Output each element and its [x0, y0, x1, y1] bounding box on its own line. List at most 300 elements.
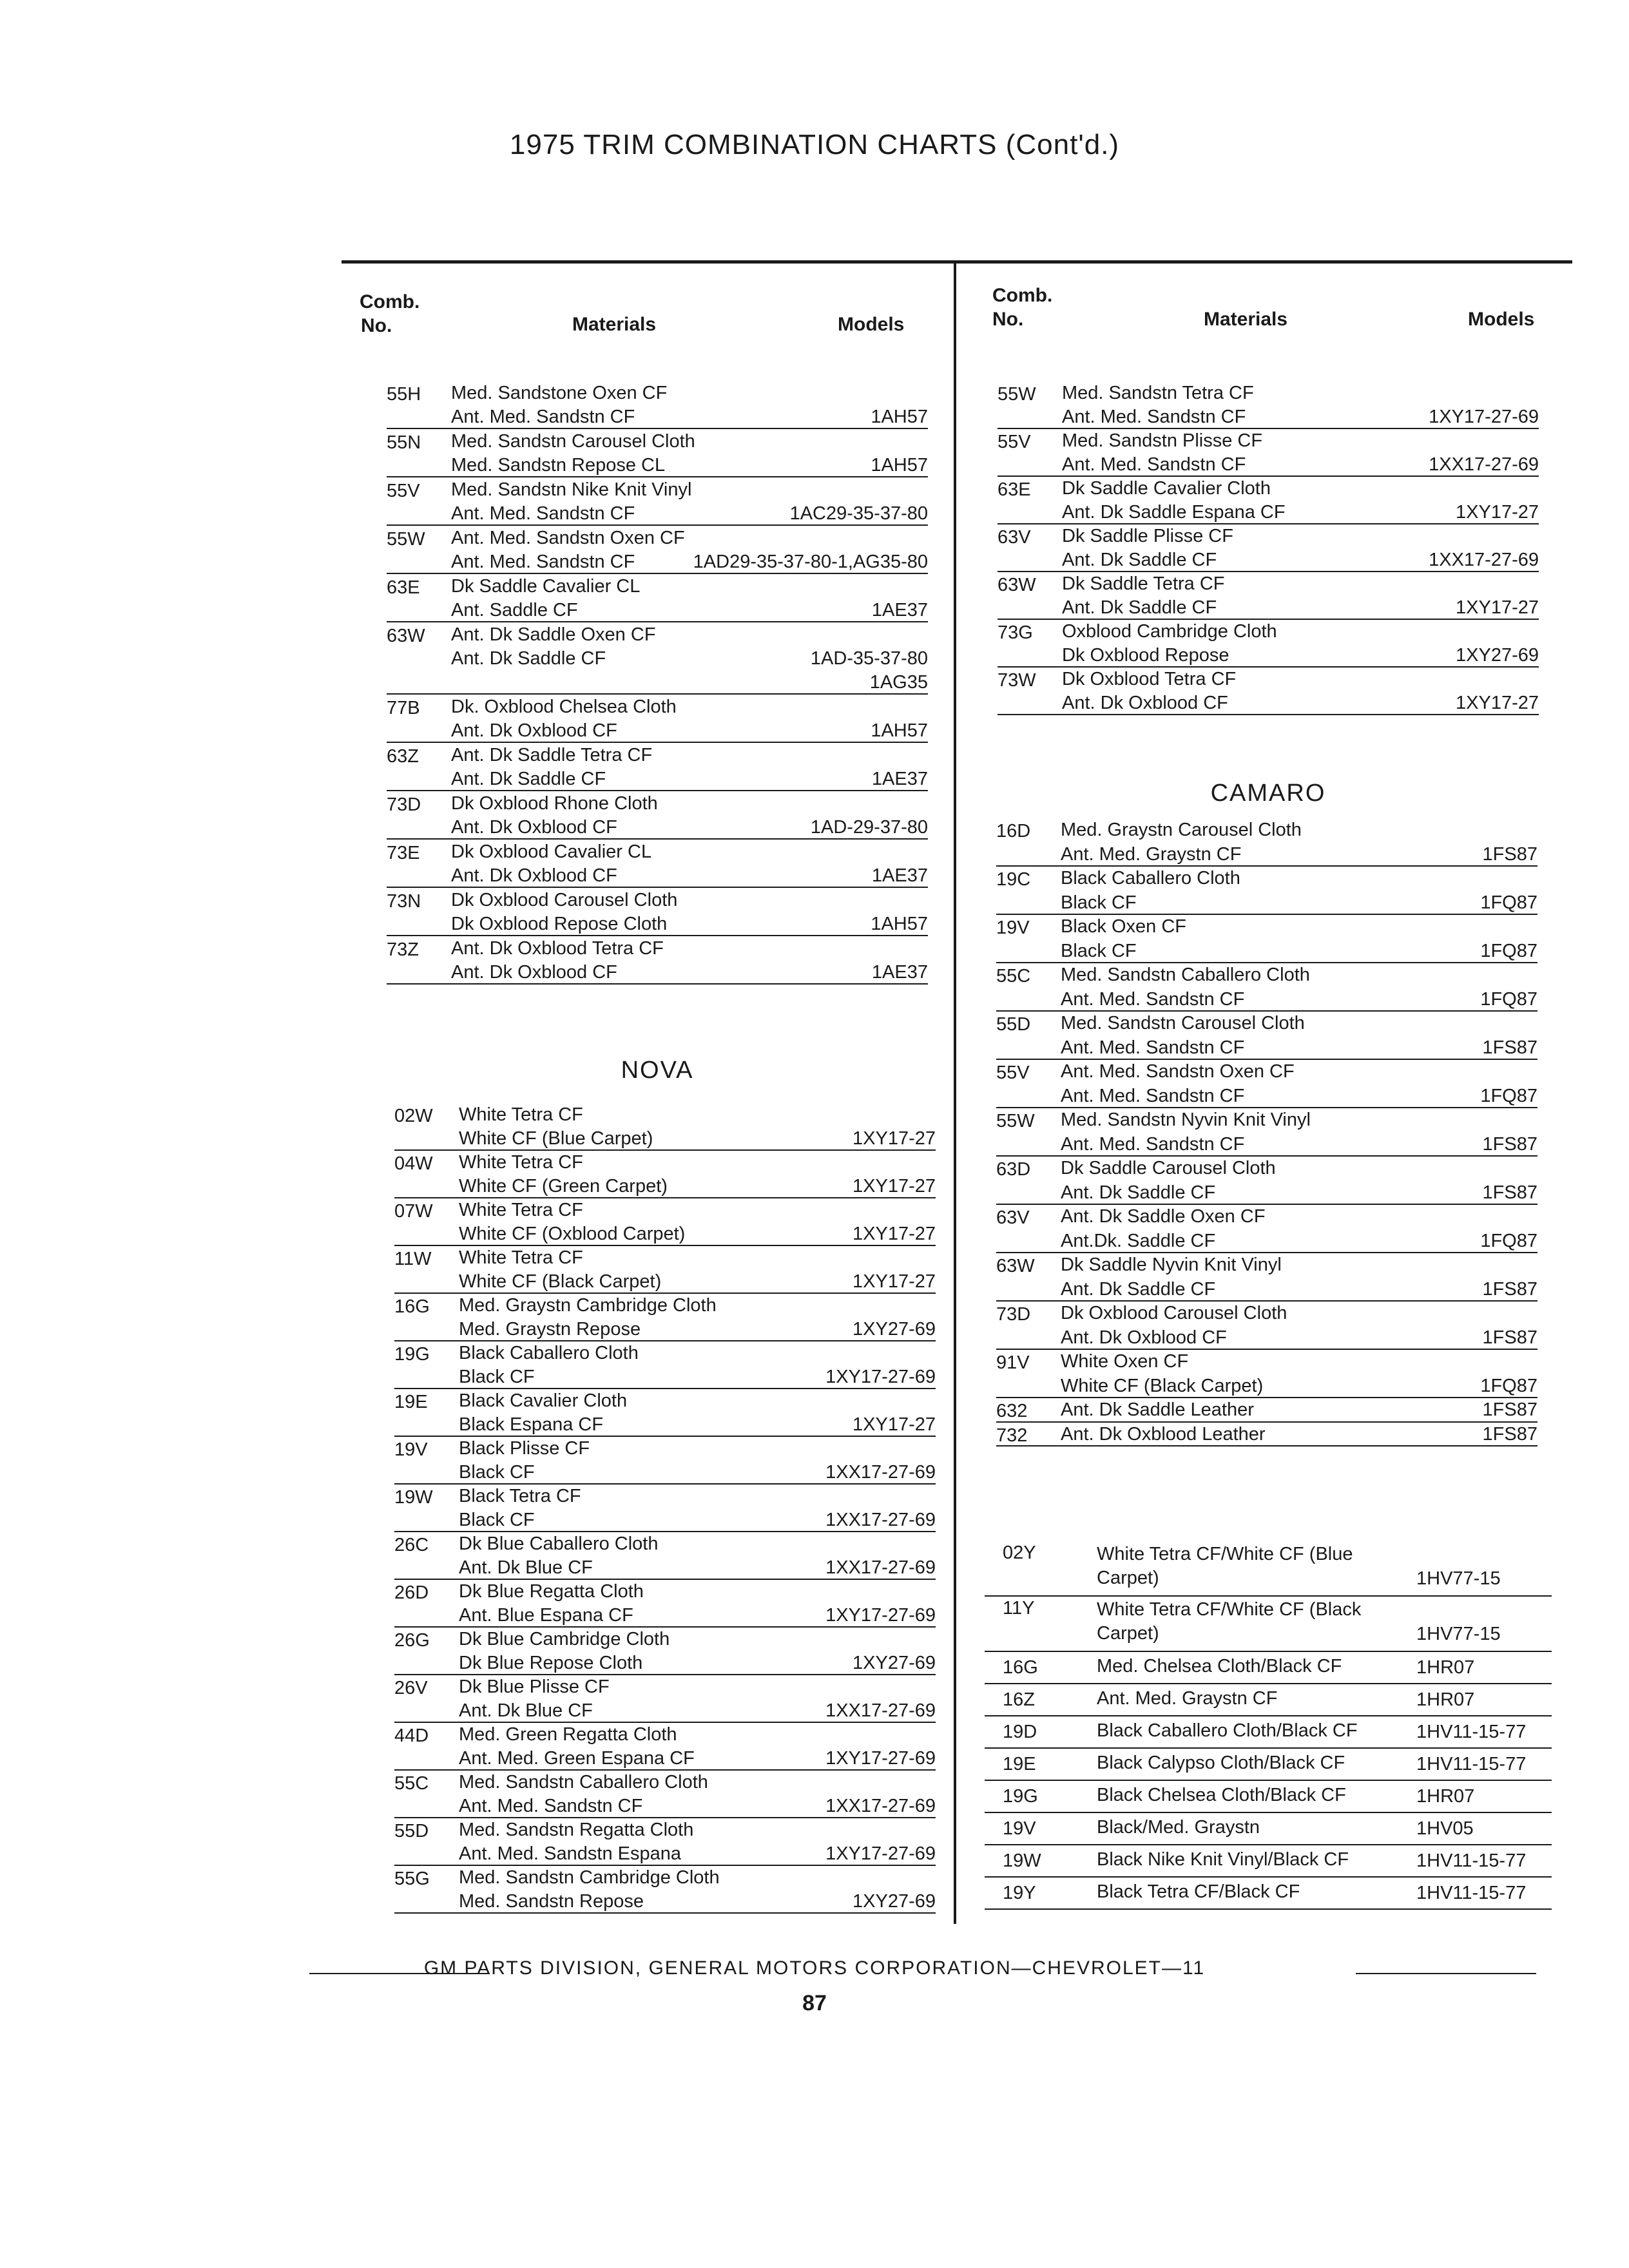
- material-text: Ant. Dk Oxblood CF: [451, 817, 617, 838]
- entry-rule: [387, 742, 928, 743]
- combination-number: 55V: [996, 1062, 1030, 1083]
- entry-line: [387, 744, 928, 767]
- model-code: 1HV77-15: [1416, 1568, 1501, 1589]
- model-code: 1XY17-27: [1456, 693, 1539, 713]
- material-text: Ant. Med. Graystn CF: [1061, 843, 1242, 865]
- combination-entry: [387, 430, 928, 477]
- entry-rule: [387, 693, 928, 695]
- material-text: Med. Sandstn Repose CL: [451, 455, 666, 476]
- material-text: Dk Saddle Tetra CF: [1062, 573, 1225, 594]
- entry-line: [387, 912, 928, 936]
- combination-number: 55C: [996, 966, 1031, 986]
- model-code: 1AE37: [871, 962, 928, 983]
- material-text: Black CF: [459, 1367, 535, 1387]
- combination-number: 04W: [394, 1153, 433, 1174]
- combination-number: 26G: [394, 1630, 430, 1651]
- entry-line: [394, 1651, 936, 1675]
- material-text: Med. Graystn Carousel Cloth: [1061, 820, 1302, 840]
- material-text: Dk Blue Repose Cloth: [459, 1653, 643, 1673]
- combination-entry: [996, 1012, 1537, 1060]
- model-code: 1FQ87: [1480, 1085, 1537, 1106]
- model-code: 1FQ87: [1480, 892, 1537, 913]
- table-row: [985, 1651, 1552, 1684]
- combination-number: 55D: [996, 1014, 1031, 1035]
- model-code: 1XY17-27: [1456, 502, 1539, 523]
- material-text: Med. Graystn Cambridge Cloth: [459, 1295, 717, 1316]
- entry-line: [996, 1326, 1537, 1350]
- combination-entry: [996, 1350, 1537, 1398]
- combination-number: 19V: [996, 918, 1030, 938]
- combination-number: 63Z: [387, 746, 419, 767]
- combination-number: 16D: [996, 821, 1031, 841]
- material-text: Black Tetra CF/Black CF: [1097, 1881, 1300, 1902]
- material-text: Dk Oxblood Carousel Cloth: [451, 890, 678, 910]
- combination-number: 73G: [998, 622, 1033, 643]
- entry-line: [387, 792, 928, 816]
- combination-number: 73W: [998, 670, 1036, 691]
- material-text: Black Espana CF: [459, 1414, 604, 1435]
- material-text: White Oxen CF: [1061, 1351, 1189, 1372]
- material-text: Black Plisse CF: [459, 1438, 590, 1459]
- material-text: Ant. Med. Sandstn Oxen CF: [451, 528, 685, 548]
- combination-number: 19W: [394, 1487, 433, 1508]
- material-text: Dk Saddle Cavalier Cloth: [1062, 478, 1271, 499]
- entry-line: [998, 524, 1539, 548]
- combination-entry: [394, 1198, 936, 1246]
- entry-line: [387, 695, 928, 719]
- material-text: Ant. Dk Saddle CF: [1062, 550, 1217, 570]
- table-row: [985, 1715, 1552, 1749]
- material-text: Dk Blue Regatta Cloth: [459, 1581, 644, 1602]
- entry-line: [387, 767, 928, 791]
- entry-line: [998, 477, 1539, 501]
- entry-line: [394, 1151, 936, 1175]
- left-no-header: No.: [361, 315, 392, 336]
- material-text: Ant. Dk Saddle CF: [1062, 597, 1217, 618]
- material-text: Ant. Med. Sandstn Oxen CF: [1061, 1061, 1295, 1082]
- table-row: [985, 1876, 1552, 1910]
- combination-number: 55D: [394, 1821, 429, 1841]
- combination-number: 55C: [394, 1773, 429, 1794]
- right-comb-header: Comb.: [992, 285, 1053, 306]
- material-text: Ant. Dk Saddle Oxen CF: [1061, 1206, 1266, 1227]
- material-text: Med. Sandstn Repose: [459, 1891, 644, 1912]
- material-text: Black/Med. Graystn: [1097, 1817, 1260, 1838]
- entry-line: [394, 1198, 936, 1222]
- model-code: 1XY27-69: [853, 1891, 936, 1912]
- entry-line: [996, 1060, 1537, 1084]
- combination-number: 55W: [996, 1111, 1035, 1131]
- entry-line: [394, 1270, 936, 1294]
- model-code: 1FS87: [1482, 1037, 1537, 1058]
- combination-number: 63V: [996, 1207, 1030, 1228]
- entry-line: [394, 1294, 936, 1318]
- material-text: White Tetra CF/White CF (Black Carpet): [1097, 1599, 1362, 1644]
- entry-line: [998, 453, 1539, 477]
- entry-line: [394, 1532, 936, 1556]
- combination-entry: [394, 1771, 936, 1818]
- model-code: 1AE37: [871, 865, 928, 886]
- model-code: 1AE37: [871, 769, 928, 789]
- material-text: Ant. Dk Oxblood CF: [451, 962, 617, 983]
- table-row: [985, 1780, 1552, 1813]
- material-text: Med. Sandstn Regatta Cloth: [459, 1820, 694, 1840]
- combination-number: 55V: [387, 481, 420, 501]
- combination-entry: [394, 1628, 936, 1675]
- combination-number: 73Z: [387, 939, 419, 960]
- entry-line: [387, 454, 928, 477]
- entry-line: [394, 1699, 936, 1723]
- material-text: Dk. Oxblood Chelsea Cloth: [451, 697, 677, 717]
- combination-number: 19E: [394, 1392, 428, 1412]
- material-text: Dk Blue Plisse CF: [459, 1677, 610, 1697]
- entry-line: [996, 1398, 1537, 1423]
- model-code: 1XY17-27: [853, 1414, 936, 1435]
- combination-entry: [394, 1675, 936, 1723]
- entry-line: [998, 691, 1539, 715]
- combination-number: 77B: [387, 698, 420, 718]
- footer-text: GM PARTS DIVISION, GENERAL MOTORS CORPORATION—CHEVROLET—11: [423, 1957, 1206, 1979]
- combination-entry: [998, 381, 1539, 429]
- material-text: Ant. Med. Sandstn CF: [1061, 988, 1245, 1010]
- combination-number: 63E: [998, 479, 1031, 500]
- model-code: 1XY27-69: [1456, 645, 1539, 666]
- entry-rule: [387, 935, 928, 936]
- entry-line: [996, 939, 1537, 964]
- model-code: 1XY27-69: [853, 1653, 936, 1673]
- combination-number: 07W: [394, 1201, 433, 1222]
- entry-line: [394, 1127, 936, 1151]
- combination-entry: [394, 1485, 936, 1532]
- material-text: White Tetra CF: [459, 1200, 583, 1220]
- model-code: 1XX17-27-69: [1429, 454, 1539, 475]
- page-number: 87: [802, 1991, 827, 2015]
- entry-rule: [387, 524, 928, 526]
- entry-line: [394, 1413, 936, 1437]
- material-text: Ant. Med. Sandstn CF: [451, 407, 635, 427]
- combination-number: 55V: [998, 432, 1031, 452]
- entry-line: [996, 1036, 1537, 1061]
- right-materials-header: Materials: [1204, 309, 1288, 330]
- entry-line: [394, 1485, 936, 1508]
- model-code: 1HV11-15-77: [1416, 1754, 1527, 1774]
- material-text: Dk Oxblood Carousel Cloth: [1061, 1303, 1287, 1323]
- combination-entry: [394, 1151, 936, 1198]
- entry-line: [998, 620, 1539, 644]
- material-text: Ant. Dk Saddle Espana CF: [1062, 502, 1286, 523]
- material-text: Ant. Dk Saddle Oxen CF: [451, 624, 656, 645]
- combination-number: 73D: [996, 1304, 1031, 1325]
- material-text: White Tetra CF/White CF (Blue Carpet): [1097, 1544, 1353, 1588]
- entry-line: [394, 1389, 936, 1413]
- model-code: 1HR07: [1416, 1689, 1475, 1710]
- combination-entry: [394, 1866, 936, 1914]
- combination-number: 55W: [387, 529, 425, 550]
- material-text: Dk Saddle Nyvin Knit Vinyl: [1061, 1254, 1282, 1275]
- material-text: White CF (Oxblood Carpet): [459, 1224, 686, 1244]
- material-text: Black Caballero Cloth: [459, 1343, 639, 1363]
- entry-rule: [387, 790, 928, 791]
- entry-line: [394, 1890, 936, 1914]
- combination-number: 63W: [387, 626, 425, 646]
- model-code: 1AD-35-37-80: [810, 648, 928, 669]
- entry-line: [996, 963, 1537, 988]
- model-code: 1AC29-35-37-80: [789, 503, 928, 524]
- model-code: 1FS87: [1482, 843, 1537, 865]
- entry-line: [394, 1103, 936, 1127]
- model-code: 1FQ87: [1480, 988, 1537, 1010]
- model-code: 1HR07: [1416, 1657, 1475, 1678]
- entry-line: [996, 867, 1537, 891]
- material-text: Black Caballero Cloth/Black CF: [1097, 1720, 1358, 1741]
- combination-number: 02W: [394, 1106, 433, 1126]
- combination-entry: [394, 1437, 936, 1485]
- entry-rule: [387, 476, 928, 477]
- entry-line: [996, 1205, 1537, 1229]
- combination-entry: [996, 1060, 1537, 1108]
- entry-line: [996, 818, 1537, 843]
- combination-entry: [998, 668, 1539, 715]
- entry-rule: [387, 983, 928, 985]
- entry-line: [394, 1175, 936, 1198]
- entry-line: [996, 1302, 1537, 1326]
- material-text: White CF (Black Carpet): [1061, 1375, 1264, 1396]
- material-text: Ant. Dk Oxblood Tetra CF: [451, 938, 664, 959]
- table-row: [985, 1844, 1552, 1878]
- combination-number: 73E: [387, 843, 420, 863]
- material-text: Ant. Dk Blue CF: [459, 1700, 593, 1721]
- model-code: 1FS87: [1482, 1278, 1537, 1300]
- combination-number: 19E: [1003, 1754, 1036, 1774]
- combination-number: 19C: [996, 869, 1031, 890]
- material-text: Ant. Saddle CF: [451, 600, 578, 620]
- entry-line: [394, 1437, 936, 1461]
- combination-entry: [387, 526, 928, 574]
- material-text: White CF (Blue Carpet): [459, 1128, 653, 1149]
- model-code: 1XX17-27-69: [825, 1557, 936, 1578]
- entry-line: [998, 405, 1539, 429]
- model-code: 1AH57: [871, 914, 928, 934]
- entry-line: [394, 1723, 936, 1747]
- entry-line: [394, 1318, 936, 1341]
- combination-entry: [394, 1723, 936, 1771]
- material-text: Med. Sandstn Plisse CF: [1062, 430, 1263, 451]
- combination-entry: [998, 572, 1539, 620]
- combination-entry: [996, 1253, 1537, 1302]
- material-text: Ant. Med. Sandstn CF: [451, 503, 635, 524]
- entry-line: [387, 502, 928, 526]
- model-code: 1XY27-69: [853, 1319, 936, 1340]
- material-text: Ant. Dk Oxblood CF: [1061, 1327, 1227, 1348]
- entry-line: [387, 719, 928, 743]
- combination-entry: [387, 889, 928, 936]
- entry-line: [996, 1374, 1537, 1399]
- material-text: Med. Sandstn Caballero Cloth: [1061, 965, 1310, 985]
- material-text: Dk Oxblood Tetra CF: [1062, 669, 1237, 689]
- combination-entry: [387, 478, 928, 526]
- material-text: Ant. Dk Saddle CF: [451, 648, 606, 669]
- combination-number: 26C: [394, 1535, 429, 1555]
- combination-entry: [996, 1205, 1537, 1253]
- model-code: 1FQ87: [1480, 940, 1537, 961]
- model-code: 1XY17-27-69: [1429, 407, 1539, 427]
- model-code: 1FS87: [1482, 1327, 1537, 1348]
- material-text: White Tetra CF: [459, 1152, 583, 1173]
- material-text: Ant. Med. Green Espana CF: [459, 1748, 695, 1769]
- entry-line: [387, 647, 928, 671]
- combination-number: 73D: [387, 794, 421, 815]
- entry-line: [394, 1246, 936, 1270]
- material-text: Ant. Med. Sandstn CF: [1061, 1133, 1245, 1155]
- combination-entry: [996, 1108, 1537, 1157]
- combination-number: 26V: [394, 1678, 428, 1698]
- material-text: Black Chelsea Cloth/Black CF: [1097, 1785, 1346, 1805]
- material-text: Dk Oxblood Cavalier CL: [451, 841, 652, 862]
- combination-entry: [998, 429, 1539, 477]
- model-code: 1XY17-27: [853, 1128, 936, 1149]
- material-text: Med. Sandstn Nyvin Knit Vinyl: [1061, 1110, 1311, 1130]
- entry-line: [394, 1771, 936, 1794]
- combination-entry: [394, 1532, 936, 1580]
- combination-entry: [996, 1157, 1537, 1205]
- entry-line: [394, 1842, 936, 1866]
- material-text: Black Nike Knit Vinyl/Black CF: [1097, 1849, 1349, 1870]
- combination-number: 16G: [394, 1296, 430, 1317]
- table-row: [985, 1683, 1552, 1716]
- entry-line: [998, 429, 1539, 453]
- material-text: Dk Blue Cambridge Cloth: [459, 1629, 670, 1649]
- material-text: Ant. Dk Saddle CF: [1061, 1182, 1216, 1203]
- combination-number: 44D: [394, 1725, 429, 1746]
- combination-entry: [394, 1246, 936, 1294]
- material-text: Ant. Dk Oxblood CF: [451, 720, 617, 741]
- entry-line: [387, 430, 928, 454]
- material-text: Dk Oxblood Repose: [1062, 645, 1229, 666]
- material-text: Ant. Dk Blue CF: [459, 1557, 593, 1578]
- combination-entry: [998, 620, 1539, 668]
- material-text: Oxblood Cambridge Cloth: [1062, 621, 1277, 642]
- entry-line: [998, 572, 1539, 596]
- entry-line: [996, 843, 1537, 867]
- entry-line: [394, 1222, 936, 1246]
- combination-entry: [996, 1398, 1537, 1423]
- entry-line: [998, 668, 1539, 691]
- material-text: White CF (Green Carpet): [459, 1176, 668, 1196]
- model-code: 1XY17-27: [853, 1224, 936, 1244]
- model-code: 1XY17-27-69: [825, 1843, 936, 1864]
- material-text: White Tetra CF: [459, 1247, 583, 1268]
- combination-number: 11W: [394, 1249, 432, 1269]
- entry-line: [394, 1461, 936, 1485]
- material-text: Dk Saddle Plisse CF: [1062, 526, 1233, 546]
- combination-number: 732: [996, 1425, 1028, 1446]
- entry-rule: [387, 887, 928, 888]
- model-code: 1XY17-27: [853, 1271, 936, 1292]
- material-text: Black Cavalier Cloth: [459, 1390, 628, 1411]
- entry-line: [996, 1278, 1537, 1302]
- combination-number: 16G: [1003, 1657, 1038, 1678]
- header-rule: [342, 260, 1572, 264]
- material-text: Ant. Dk Saddle Tetra CF: [451, 745, 653, 765]
- entry-line: [394, 1580, 936, 1604]
- right-models-header: Models: [1468, 309, 1535, 330]
- model-code: 1XX17-27-69: [825, 1510, 936, 1530]
- material-text: Med. Sandstn Caballero Cloth: [459, 1772, 708, 1792]
- material-text: Black Tetra CF: [459, 1486, 581, 1506]
- entry-line: [996, 915, 1537, 939]
- column-divider: [954, 260, 956, 1924]
- material-text: Ant. Med. Sandstn CF: [1061, 1085, 1245, 1106]
- entry-line: [387, 840, 928, 864]
- material-text: Ant. Dk Saddle CF: [1061, 1278, 1216, 1300]
- entry-line: [387, 381, 928, 405]
- entry-line: [387, 937, 928, 961]
- model-code: 1XY17-27: [853, 1176, 936, 1196]
- entry-line: [996, 1350, 1537, 1374]
- table-row: [985, 1812, 1552, 1845]
- model-code: 1HV05: [1416, 1818, 1474, 1839]
- model-code: 1FS87: [1482, 1423, 1537, 1445]
- entry-line: [996, 1181, 1537, 1206]
- material-text: Med. Chelsea Cloth/Black CF: [1097, 1656, 1342, 1677]
- entry-line: [394, 1604, 936, 1628]
- entry-line: [996, 1229, 1537, 1254]
- model-code: 1FQ87: [1480, 1375, 1537, 1396]
- combination-entry: [394, 1818, 936, 1866]
- combination-entry: [394, 1580, 936, 1628]
- material-text: Med. Sandstn Tetra CF: [1062, 383, 1254, 403]
- entry-line: [998, 501, 1539, 524]
- combination-entry: [996, 1423, 1537, 1447]
- combination-entry: [387, 840, 928, 888]
- combination-number: 26D: [394, 1582, 429, 1603]
- material-text: Black Oxen CF: [1061, 916, 1186, 937]
- combination-number: 63E: [387, 577, 420, 598]
- combination-number: 63W: [998, 575, 1036, 595]
- model-code: 1AG35: [869, 672, 928, 693]
- entry-line: [394, 1675, 936, 1699]
- material-text: Black CF: [1061, 892, 1137, 913]
- entry-line: [996, 891, 1537, 916]
- material-text: Med. Sandstn Carousel Cloth: [1061, 1013, 1305, 1033]
- entry-line: [394, 1556, 936, 1580]
- entry-line: [387, 550, 928, 574]
- combination-entry: [387, 792, 928, 840]
- combination-number: 55G: [394, 1869, 430, 1889]
- entry-line: [394, 1365, 936, 1389]
- entry-line: [996, 1157, 1537, 1181]
- combination-entry: [387, 744, 928, 791]
- material-text: Med. Sandstn Carousel Cloth: [451, 431, 695, 452]
- right-no-header: No.: [992, 309, 1024, 330]
- model-code: 1FQ87: [1480, 1230, 1537, 1251]
- material-text: Ant.Dk. Saddle CF: [1061, 1230, 1216, 1251]
- combination-number: 19W: [1003, 1850, 1041, 1871]
- model-code: 1HV11-15-77: [1416, 1722, 1527, 1742]
- model-code: 1AH57: [871, 455, 928, 476]
- entry-rule: [996, 1445, 1537, 1446]
- combination-number: 63W: [996, 1256, 1035, 1276]
- combination-entry: [387, 623, 928, 695]
- entry-line: [996, 1423, 1537, 1447]
- entry-rule: [998, 714, 1539, 715]
- entry-line: [394, 1628, 936, 1651]
- entry-line: [387, 816, 928, 840]
- entry-line: [998, 596, 1539, 620]
- table-row: [985, 1540, 1552, 1597]
- entry-rule: [394, 1912, 936, 1914]
- left-materials-header: Materials: [572, 314, 657, 335]
